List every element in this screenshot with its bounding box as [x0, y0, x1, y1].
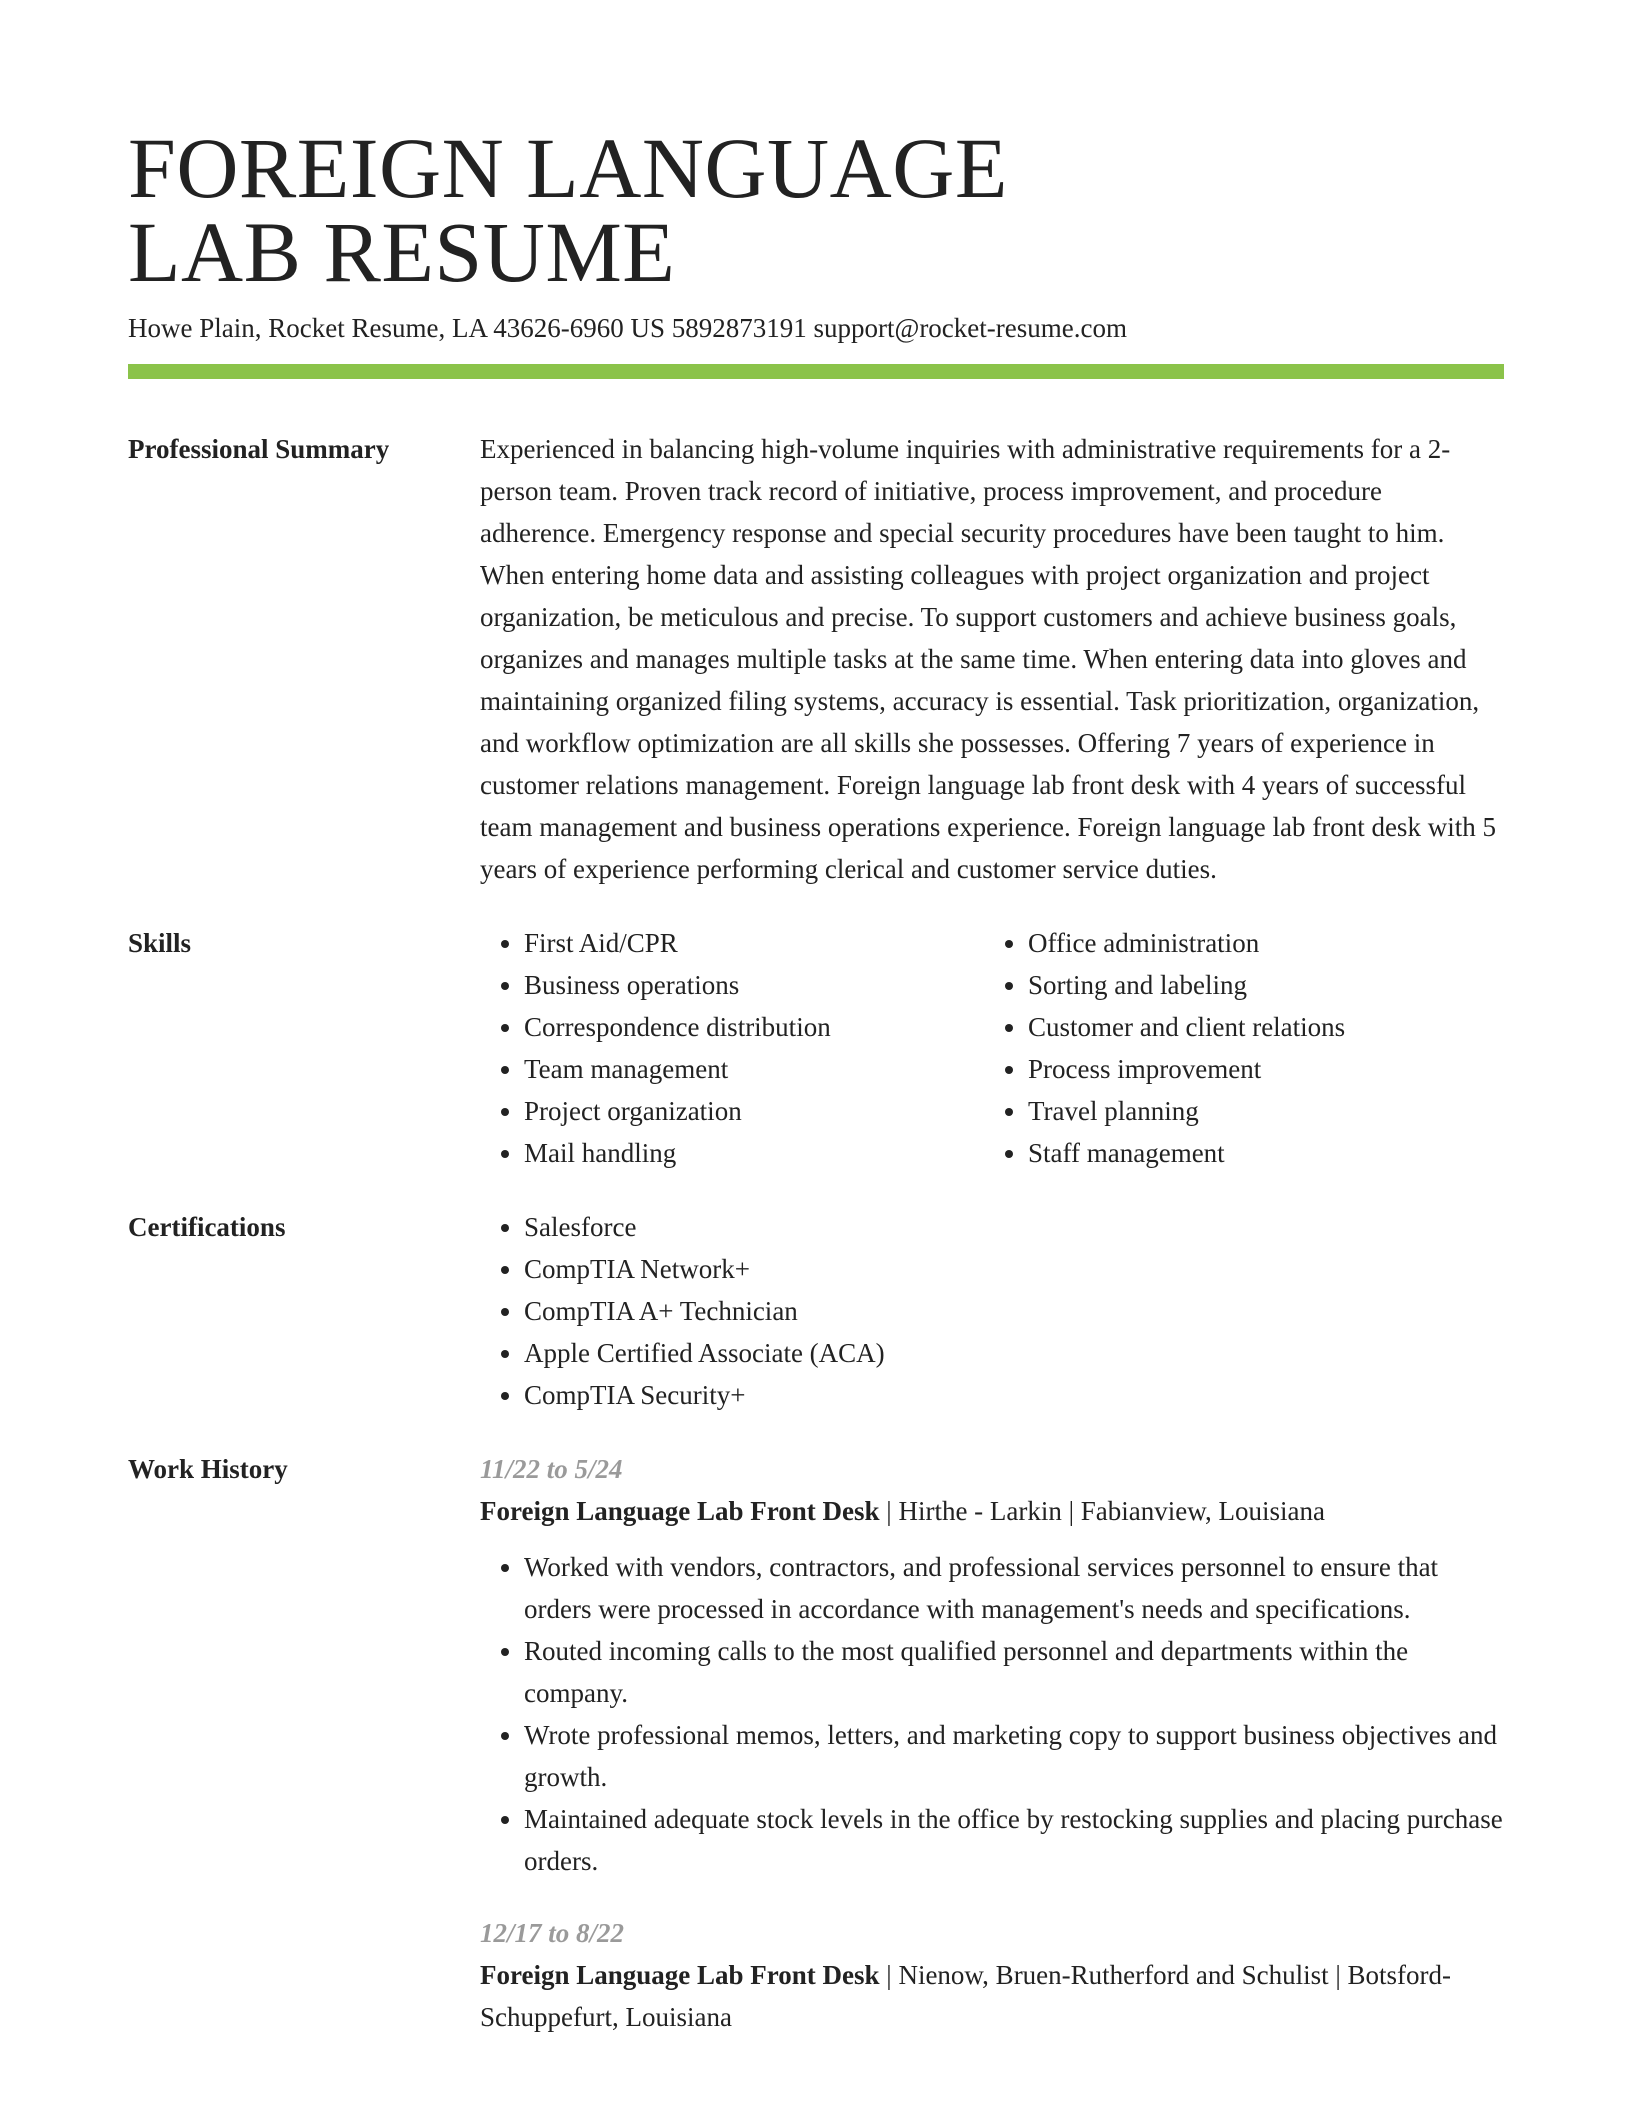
skill-item: • Business operations: [524, 964, 984, 1006]
certifications-list: [480, 1206, 1504, 1416]
job-title: Foreign Language Lab Front Desk: [480, 1496, 880, 1526]
contact-info: Howe Plain, Rocket Resume, LA 43626-6960 US 5892873191 support@rocket-resume.com: [128, 313, 1127, 343]
skill-item: • Sorting and labeling: [1028, 964, 1488, 1006]
skills-body: [480, 922, 1504, 1174]
job-duty-item: • Wrote professional memos, letters, and marketing copy to support business objectives and growth.: [524, 1714, 1504, 1798]
skills-heading: Skills: [128, 928, 192, 958]
job-dates: 11/22 to 5/24: [480, 1454, 623, 1484]
summary-text: Experienced in balancing high-volume inquiries with administrative requirements for a 2-person team. Proven track record of initiative, process improvement, and procedure adherence. Emergency response and special security procedures have been taught to him. When entering home data and assisting colleagues with project organization and project organization, be meticulous and precise. To support customers and achieve business goals, organizes and manages multiple tasks at the same time. When entering data into gloves and maintaining organized filing systems, accuracy is essential. Task prioritization, organization, and workflow optimization are all skills she possesses. Offering 7 years of experience in customer relations management. Foreign language lab front desk with 4 years of successful team management and business operations experience. Foreign language lab front desk with 5 years of experience performing clerical and customer service duties.: [480, 434, 1496, 884]
skill-item: • Customer and client relations: [1028, 1006, 1488, 1048]
resume-title-line-2: LAB RESUME: [128, 204, 676, 300]
job-duty-item: • Routed incoming calls to the most qualified personnel and departments within the company.: [524, 1630, 1504, 1714]
skills-list-left: [480, 922, 984, 1174]
job-entry: [480, 1912, 1504, 2038]
certification-item: • CompTIA Security+: [524, 1374, 1504, 1416]
certifications-body: [480, 1206, 1504, 1416]
skills-column-left: [480, 922, 984, 1174]
skills-column-right: [984, 922, 1488, 1174]
header-divider: [128, 364, 1504, 379]
skill-item: • Team management: [524, 1048, 984, 1090]
job-duty-item: • Worked with vendors, contractors, and professional services personnel to ensure that orders were processed in accordance with management's needs and specifications.: [524, 1546, 1504, 1630]
job-duty-item: • Maintained adequate stock levels in the office by restocking supplies and placing purchase orders.: [524, 1798, 1504, 1882]
skill-item: • Staff management: [1028, 1132, 1488, 1174]
skill-item: • First Aid/CPR: [524, 922, 984, 964]
certification-item: • CompTIA A+ Technician: [524, 1290, 1504, 1332]
skill-item: • Travel planning: [1028, 1090, 1488, 1132]
skills-list-right: [984, 922, 1488, 1174]
certifications-section: [128, 1206, 1504, 1416]
certifications-heading: Certifications: [128, 1212, 286, 1242]
summary-heading: Professional Summary: [128, 434, 390, 464]
job-employer-location: | Hirthe - Larkin | Fabianview, Louisiana: [879, 1496, 1325, 1526]
summary-section: [128, 428, 1504, 890]
skill-item: • Office administration: [1028, 922, 1488, 964]
job-employer-location: | Nienow, Bruen-Rutherford and Schulist | Botsford-Schuppefurt, Louisiana: [480, 1960, 1452, 2032]
skill-item: • Project organization: [524, 1090, 984, 1132]
job-title: Foreign Language Lab Front Desk: [480, 1960, 880, 1990]
skill-item: • Correspondence distribution: [524, 1006, 984, 1048]
skill-item: • Process improvement: [1028, 1048, 1488, 1090]
job-heading: [480, 1954, 1504, 2038]
resume-title-line-1: FOREIGN LANGUAGE: [128, 120, 1008, 216]
certification-item: • CompTIA Network+: [524, 1248, 1504, 1290]
certification-item: • Salesforce: [524, 1206, 1504, 1248]
job-heading: [480, 1490, 1504, 1532]
job-dates: 12/17 to 8/22: [480, 1918, 625, 1948]
work-history-heading: Work History: [128, 1454, 288, 1484]
resume-title: [128, 120, 1504, 300]
job-entry: [480, 1448, 1504, 1882]
work-history-body: [480, 1448, 1504, 2038]
certification-item: • Apple Certified Associate (ACA): [524, 1332, 1504, 1374]
skills-section: [128, 922, 1504, 1174]
summary-body: [480, 428, 1504, 890]
job-duties-list: [480, 1546, 1504, 1882]
skill-item: • Mail handling: [524, 1132, 984, 1174]
work-history-section: [128, 1448, 1504, 2038]
resume-page: [128, 120, 1504, 2038]
